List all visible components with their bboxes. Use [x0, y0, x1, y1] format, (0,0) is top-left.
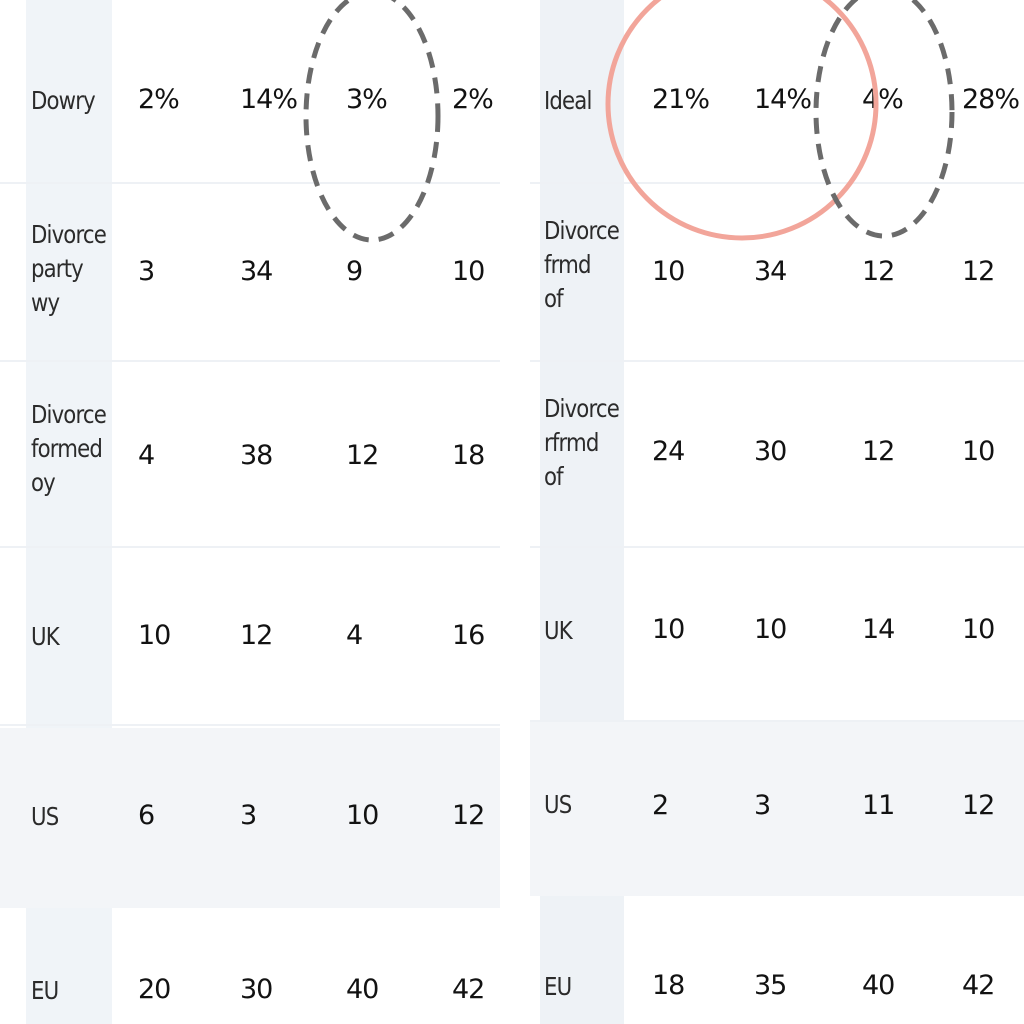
table-cell: 9 — [346, 256, 363, 287]
row-label: Divorce rfrmd of — [544, 394, 619, 491]
table-cell: 12 — [346, 440, 379, 471]
table-cell: 30 — [240, 974, 273, 1005]
table-cell: 10 — [346, 800, 379, 831]
table-cell: 24 — [652, 436, 685, 467]
table-cell: 28% — [962, 84, 1020, 115]
row-label: Divorce formed oy — [31, 400, 106, 497]
table-cell: 10 — [962, 436, 995, 467]
right-table — [530, 0, 1024, 1024]
table-cell: 12 — [240, 620, 273, 651]
table-cell: 34 — [240, 256, 273, 287]
table-cell: 34 — [754, 256, 787, 287]
table-cell: 10 — [652, 256, 685, 287]
table-cell: 16 — [452, 620, 485, 651]
row-label: Ideal — [544, 86, 592, 115]
table-cell: 35 — [754, 970, 787, 1001]
table-cell: 40 — [346, 974, 379, 1005]
row-label: US — [544, 790, 572, 819]
table-cell: 11 — [862, 790, 895, 821]
row-label: Dowry — [31, 86, 95, 115]
table-cell: 14 — [862, 614, 895, 645]
row-label: Divorce party wy — [31, 220, 106, 317]
table-cell: 4 — [138, 440, 155, 471]
table-cell: 3 — [138, 256, 155, 287]
table-cell: 18 — [652, 970, 685, 1001]
table-cell: 12 — [962, 256, 995, 287]
table-cell: 6 — [138, 800, 155, 831]
table-cell: 10 — [452, 256, 485, 287]
left-table — [0, 0, 500, 1024]
table-cell: 3% — [346, 84, 387, 115]
table-cell: 38 — [240, 440, 273, 471]
table-cell: 2% — [452, 84, 493, 115]
table-cell: 42 — [962, 970, 995, 1001]
table-cell: 12 — [962, 790, 995, 821]
table-cell: 42 — [452, 974, 485, 1005]
table-cell: 21% — [652, 84, 710, 115]
table-cell: 10 — [754, 614, 787, 645]
table-cell: 2% — [138, 84, 179, 115]
table-cell: 12 — [862, 436, 895, 467]
table-cell: 12 — [452, 800, 485, 831]
table-cell: 3 — [754, 790, 771, 821]
table-cell: 40 — [862, 970, 895, 1001]
table-cell: 20 — [138, 974, 171, 1005]
row-label: US — [31, 802, 59, 831]
row-label: Divorce frmd of — [544, 216, 619, 313]
table-cell: 30 — [754, 436, 787, 467]
table-cell: 4% — [862, 84, 903, 115]
table-cell: 12 — [862, 256, 895, 287]
row-label: UK — [31, 622, 59, 651]
table-cell: 10 — [138, 620, 171, 651]
table-cell: 14% — [240, 84, 298, 115]
table-cell: 2 — [652, 790, 669, 821]
table-cell: 10 — [962, 614, 995, 645]
table-cell: 18 — [452, 440, 485, 471]
table-row — [530, 898, 1024, 1024]
row-label: UK — [544, 616, 572, 645]
table-cell: 3 — [240, 800, 257, 831]
row-label: EU — [31, 976, 59, 1005]
table-cell: 14% — [754, 84, 812, 115]
row-label: EU — [544, 972, 572, 1001]
table-cell: 4 — [346, 620, 363, 651]
table-cell: 10 — [652, 614, 685, 645]
